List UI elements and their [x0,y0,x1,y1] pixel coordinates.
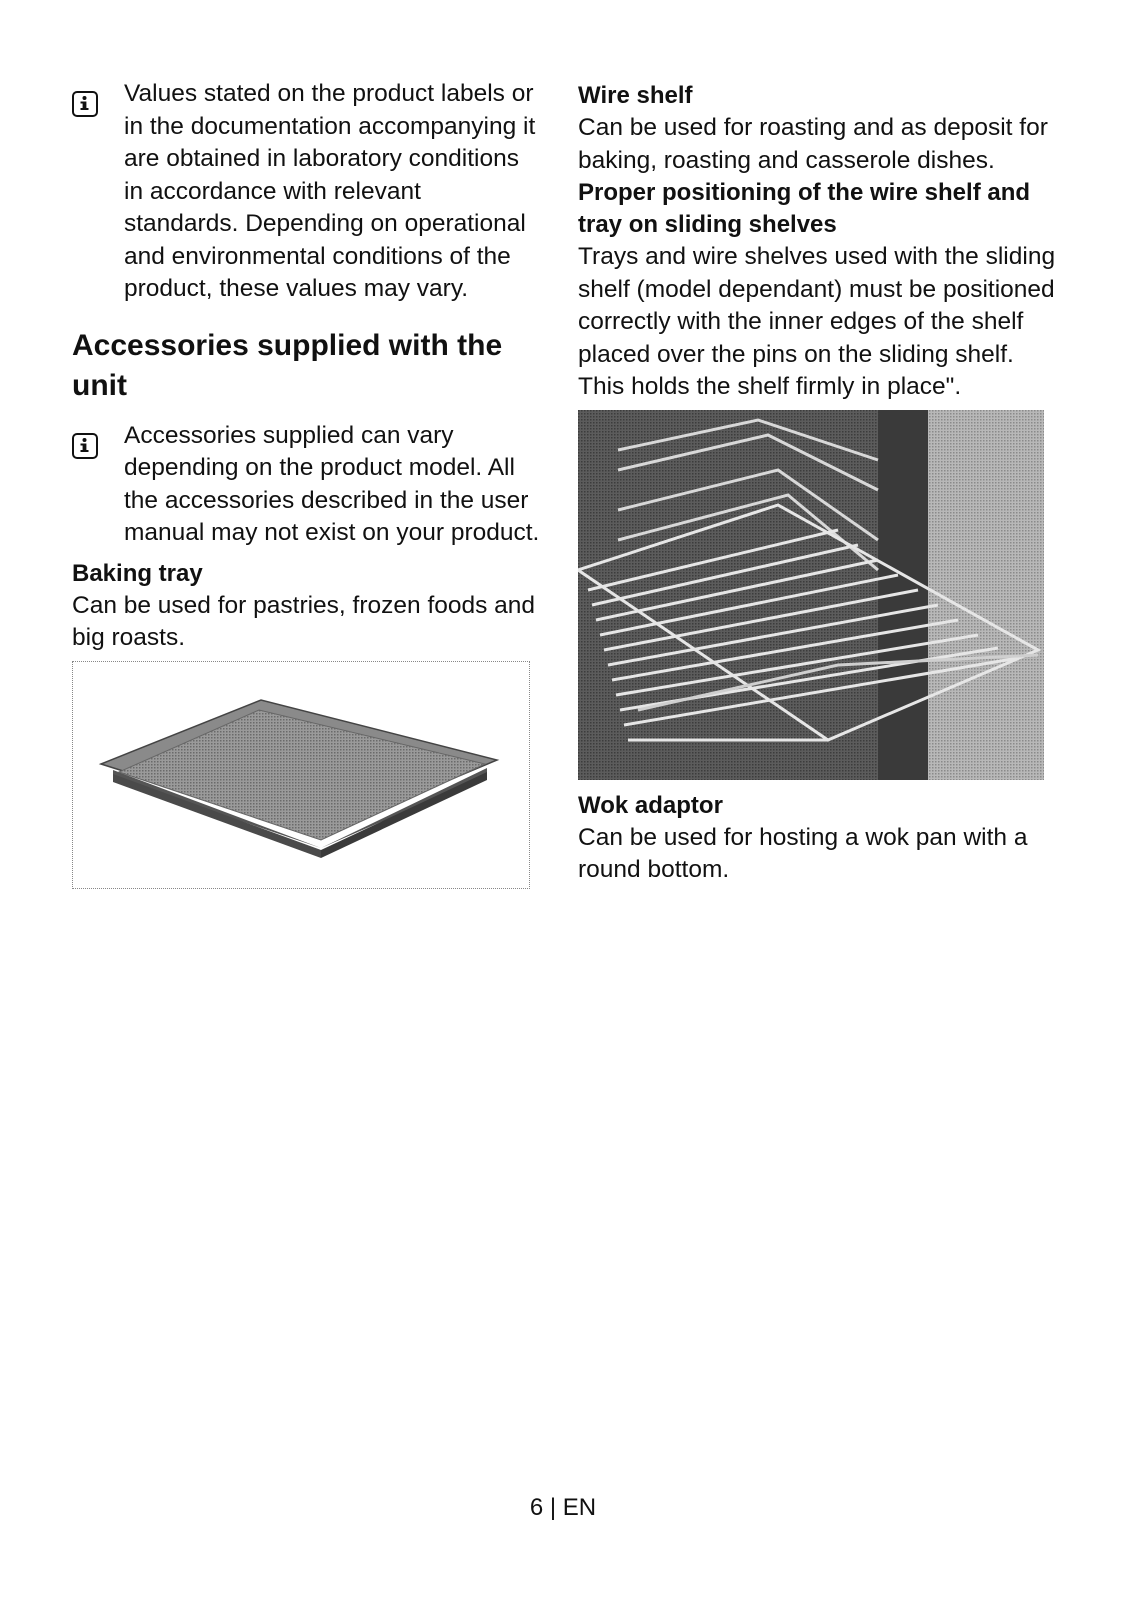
wire-shelf-text: Can be used for roasting and as deposit for baking, roasting and casserole dishes. [578,114,1048,174]
info-note-text: Values stated on the product labels or in the documentation accompanying it are obtained in laboratory conditions in accordance with relevant standards. Depending on operational and environmental conditions of the product, these values may vary. [124,80,536,302]
positioning-text: Trays and wire shelves used with the sliding shelf (model dependant) must be positioned correctly with the inner edges of the shelf placed over the pins on the sliding shelf. This holds the shelf firmly in place". [578,243,1056,400]
info-note-text: Accessories supplied can vary depending on the product model. All the accessories described in the user manual may not exist on your product. [124,421,540,546]
positioning-heading: Proper positioning of the wire shelf and tray on sliding shelves [578,179,1031,238]
info-icon [72,433,98,459]
page-number: 6 | EN [529,1494,597,1521]
info-note [72,420,542,550]
wok-adaptor-text: Can be used for hosting a wok pan with a round bottom. [578,823,1028,883]
wok-adaptor-heading: Wok adaptor [578,791,723,819]
info-note [72,78,542,306]
info-icon [72,91,98,117]
baking-tray-text: Can be used for pastries, frozen foods and big roasts. [72,591,536,651]
baking-tray-heading: Baking tray [72,559,203,587]
left-column [72,78,542,889]
wire-shelf-image [578,410,1044,780]
wire-shelf-heading: Wire shelf [578,82,693,109]
right-column [578,80,1058,887]
section-title: Accessories supplied with the unit [72,328,503,402]
baking-tray-image [72,661,530,889]
